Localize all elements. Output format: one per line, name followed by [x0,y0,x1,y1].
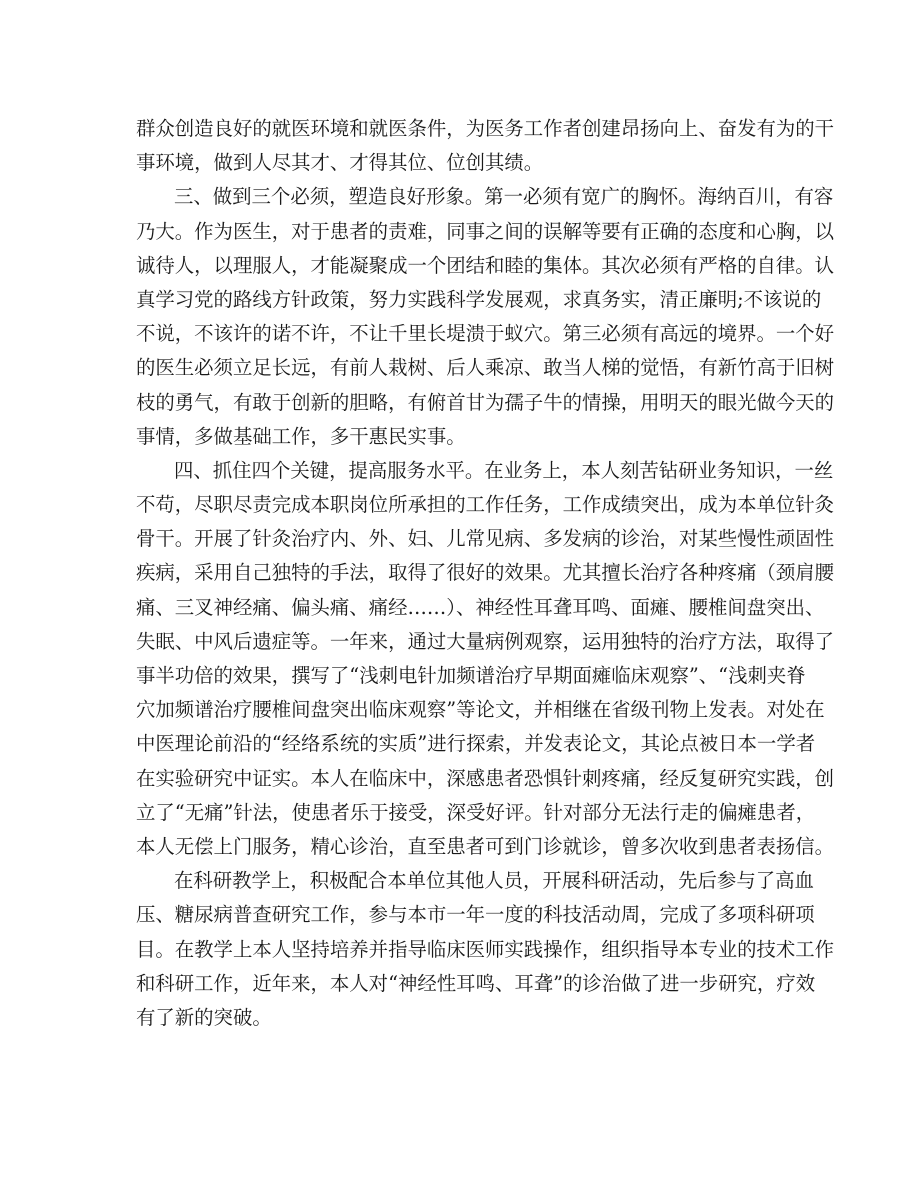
paragraph-p1 [136,112,835,180]
text-line: 事环境，做到人尽其才、才得其位、位创其绩。 [136,151,544,175]
text-line: 事情，多做基础工作，多干惠民实事。 [136,424,466,448]
document-body [136,112,835,1035]
text-line: 不苟，尽职尽责完成本职岗位所承担的工作任务，工作成绩突出，成为本单位针灸 [136,493,835,517]
text-line: 不说，不该许的诺不许，不让千里长堤溃于蚁穴。第三必须有高远的境界。一个好 [136,322,835,346]
text-line: 失眠、中风后遗症等。一年来，通过大量病例观察，运用独特的治疗方法，取得了 [136,629,835,653]
text-line: 有了新的突破。 [136,1005,272,1029]
text-line: 本人无偿上门服务，精心诊治，直至患者可到门诊就诊，曾多次收到患者表扬信。 [136,834,835,858]
text-line: 立了“无痛”针法，使患者乐于接受，深受好评。针对部分无法行走的偏瘫患者， [136,800,816,824]
paragraph-p2 [136,180,835,454]
text-line: 在实验研究中证实。本人在临床中，深感患者恐惧针刺疼痛，经反复研究实践，创 [136,766,835,790]
text-line: 真学习党的路线方针政策，努力实践科学发展观，求真务实，清正廉明;不该说的 [136,287,822,311]
text-line: 中医理论前沿的“经络系统的实质”进行探索，并发表论文，其论点被日本一学者 [136,732,816,756]
text-line: 群众创造良好的就医环境和就医条件，为医务工作者创建昂扬向上、奋发有为的干 [136,117,835,140]
text-line: 诚待人，以理服人，才能凝聚成一个团结和睦的集体。其次必须有严格的自律。认 [136,253,835,277]
paragraph-p3 [136,454,835,864]
text-line: 骨干。开展了针灸治疗内、外、妇、儿常见病、多发病的诊治，对某些慢性顽固性 [136,527,835,551]
text-line: 事半功倍的效果，撰写了“浅刺电针加频谱治疗早期面瘫临床观察”、“浅刺夹脊 [136,664,806,687]
text-line: 疾病，采用自己独特的手法，取得了很好的效果。尤其擅长治疗各种疼痛（颈肩腰 [136,561,835,585]
text-line: 穴加频谱治疗腰椎间盘突出临床观察”等论文，并相继在省级刊物上发表。对处在 [136,698,825,722]
text-line: 和科研工作，近年来，本人对“神经性耳鸣、耳聋”的诊治做了进一步研究，疗效 [136,971,816,995]
text-line: 压、糖尿病普查研究工作，参与本市一年一度的科技活动周，完成了多项科研项 [136,903,815,927]
text-line: 三、做到三个必须，塑造良好形象。第一必须有宽广的胸怀。海纳百川，有容 [174,185,834,209]
text-line: 目。在教学上本人坚持培养并指导临床医师实践操作，组织指导本专业的技术工作 [136,937,835,961]
text-line: 乃大。作为医生，对于患者的责难，同事之间的误解等要有正确的态度和心胸，以 [136,219,835,243]
paragraph-p4 [136,864,835,1035]
text-line: 的医生必须立足长远，有前人栽树、后人乘凉、敢当人梯的觉悟，有新竹高于旧树 [136,356,835,380]
text-line: 在科研教学上，积极配合本单位其他人员，开展科研活动，先后参与了高血 [174,869,814,893]
text-line: 四、抓住四个关键，提高服务水平。在业务上，本人刻苦钻研业务知识，一丝 [174,458,834,482]
text-line: 枝的勇气，有敢于创新的胆略，有俯首甘为孺子牛的情操，用明天的眼光做今天的 [136,390,835,414]
text-line: 痛、三叉神经痛、偏头痛、痛经……）、神经性耳聋耳鸣、面瘫、腰椎间盘突出、 [136,595,825,619]
